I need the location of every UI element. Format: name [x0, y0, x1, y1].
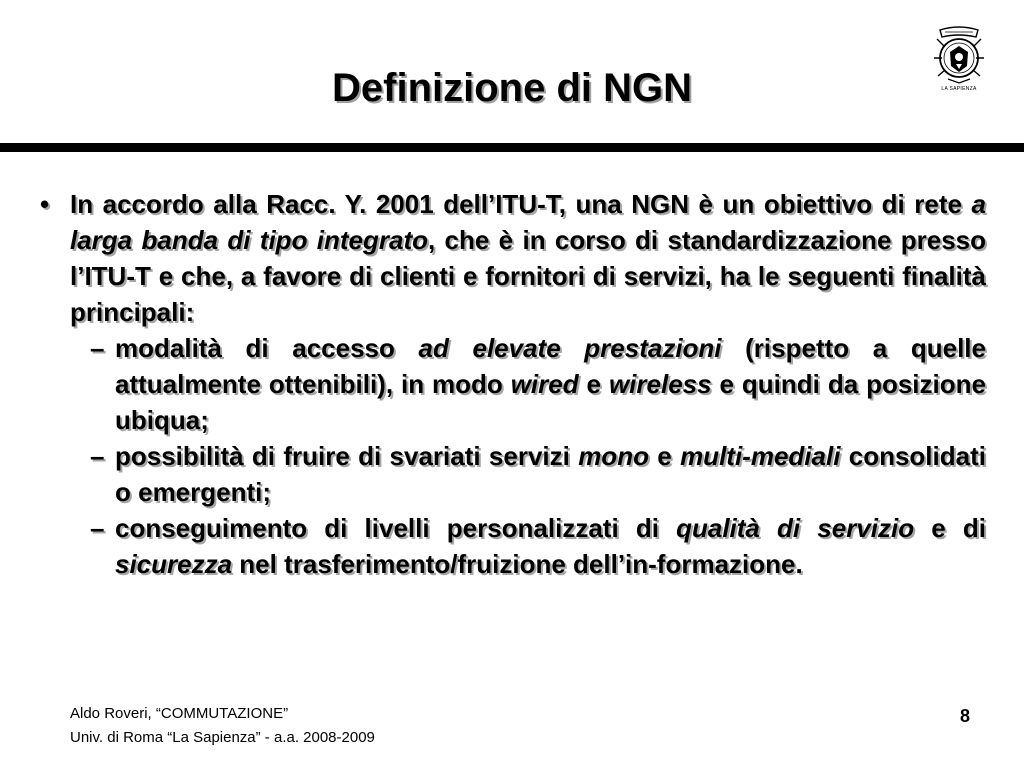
text-run-italic: sicurezza: [115, 549, 233, 579]
dash-icon: –: [90, 333, 105, 363]
text-run-italic: a larga banda di tipo integrato: [70, 189, 986, 255]
text-run: e quindi da posizione ubiqua;: [115, 369, 986, 435]
text-run: e: [578, 369, 609, 399]
text-run-italic: mono: [578, 441, 649, 471]
text-run: (rispetto a quelle attualmente ottenibili), in modo: [115, 333, 986, 399]
text-run-italic: ad elevate prestazioni: [418, 333, 722, 363]
dash-icon: –: [90, 441, 105, 471]
text-run: , che è in corso di standardizzazione presso l’ITU-T e che, a favore di clienti e fornitori di servizi, ha le seguenti finalità principali:: [70, 225, 986, 327]
university-logo: [926, 24, 992, 96]
text-run: e: [648, 441, 681, 471]
sub-bullet-item: [40, 510, 986, 582]
text-run: e di: [914, 513, 986, 543]
text-run: In accordo alla Racc. Y. 2001 dell’ITU-T, una NGN è un obiettivo di rete: [70, 189, 972, 219]
text-run: nel trasferimento/fruizione dell’in-formazione.: [232, 549, 803, 579]
sub-bullet-item: [40, 330, 986, 438]
text-run: conseguimento di livelli personalizzati di: [115, 513, 677, 543]
bullet-icon: •: [40, 189, 50, 219]
logo-caption: LA SAPIENZA: [941, 86, 977, 92]
footer-author: Aldo Roveri, “COMMUTAZIONE”: [70, 705, 289, 722]
text-run-italic: wired: [510, 369, 579, 399]
university-seal-icon: [926, 24, 992, 86]
footer-institution: Univ. di Roma “La Sapienza” - a.a. 2008-2009: [70, 729, 375, 746]
text-run: consolidati o emergenti;: [115, 441, 986, 507]
text-run-italic: qualità di servizio: [676, 513, 915, 543]
text-run: modalità di accesso: [115, 333, 419, 363]
text-run-italic: multi-mediali: [680, 441, 841, 471]
slide-body: [40, 186, 986, 582]
text-run-italic: wireless: [608, 369, 712, 399]
bullet-item: [40, 186, 986, 330]
slide-title: Definizione di NGN: [332, 66, 692, 110]
sub-bullet-item: [40, 438, 986, 510]
footer: [70, 702, 375, 750]
text-run: possibilità di fruire di svariati servizi: [115, 441, 579, 471]
title-divider: [0, 143, 1024, 152]
dash-icon: –: [90, 513, 105, 543]
page-number: 8: [960, 706, 971, 726]
